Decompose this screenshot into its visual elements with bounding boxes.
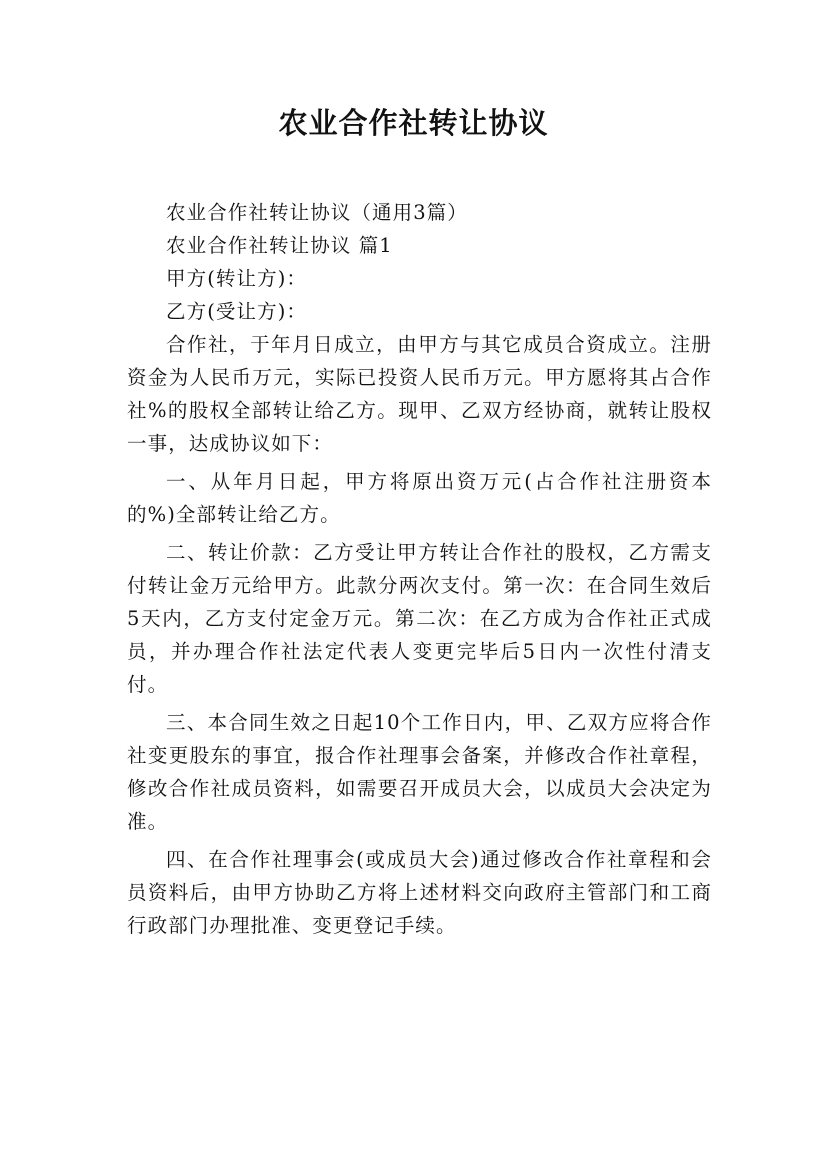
clause-4: 四、在合作社理事会(或成员大会)通过修改合作社章程和会员资料后，由甲方协助乙方将上述材料交向政府主管部门和工商行政部门办理批准、变更登记手续。	[127, 848, 712, 937]
article-heading: 农业合作社转让协议 篇1	[166, 234, 393, 257]
collection-heading: 农业合作社转让协议（通用3篇）	[166, 201, 468, 224]
clause-1: 一、从年月日起，甲方将原出资万元(占合作社注册资本的%)全部转让给乙方。	[127, 470, 712, 526]
document-title: 农业合作社转让协议	[278, 106, 549, 140]
intro-paragraph: 合作社，于年月日成立，由甲方与其它成员合资成立。注册资金为人民币万元，实际已投资人民币万元。甲方愿将其占合作社%的股权全部转让给乙方。现甲、乙双方经协商，就转让股权一事，达成协议如下：	[127, 333, 712, 455]
party-b-line: 乙方(受让方)：	[166, 300, 308, 323]
clause-2: 二、转让价款：乙方受让甲方转让合作社的股权，乙方需支付转让金万元给甲方。此款分两次支付。第一次：在合同生效后5天内，乙方支付定金万元。第二次：在乙方成为合作社正式成员，并办理合作社法定代表人变更完毕后5日内一次性付清支付。	[127, 541, 712, 696]
document-body	[127, 196, 712, 942]
clause-3: 三、本合同生效之日起10个工作日内，甲、乙双方应将合作社变更股东的事宜，报合作社理事会备案，并修改合作社章程，修改合作社成员资料，如需要召开成员大会，以成员大会决定为准。	[127, 711, 712, 833]
party-a-line: 甲方(转让方)：	[166, 267, 308, 290]
